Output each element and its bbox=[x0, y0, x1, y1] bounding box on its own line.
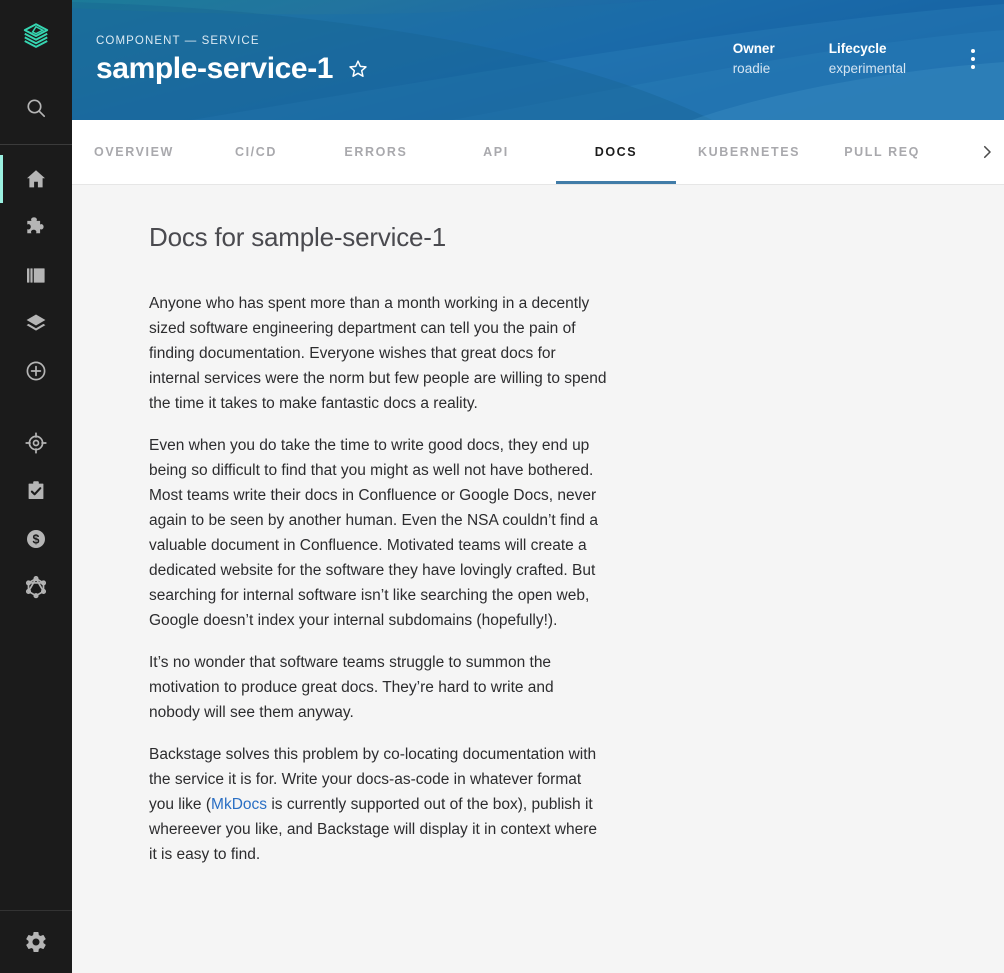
gear-icon bbox=[24, 930, 48, 954]
backstage-logo-icon bbox=[21, 21, 51, 51]
graphql-icon bbox=[24, 575, 48, 599]
backstage-logo[interactable] bbox=[0, 0, 72, 72]
plus-circle-icon bbox=[24, 359, 48, 383]
docs-title: Docs for sample-service-1 bbox=[149, 222, 446, 252]
tab-pull-requests[interactable] bbox=[822, 120, 942, 184]
tab-label: API bbox=[483, 145, 509, 159]
title-row bbox=[96, 53, 369, 85]
docs-paragraph: Even when you do take the time to write good docs, they end up being so difficult to find that you might as well not have bothered. Most teams write their docs in Confluence or Google Docs, never again to be seen by another human. Even the NSA couldn’t find a valuable document in Confluence. Motivated teams will create a dedicated website for the software they have lovingly crafted. But searching for internal software isn’t like searching the open web, Google doesn’t index your internal subdomains (hopefully!). bbox=[149, 437, 598, 629]
tab-label: KUBERNETES bbox=[697, 145, 801, 159]
sidebar-bottom-group bbox=[0, 910, 72, 973]
lifecycle-value: experimental bbox=[828, 61, 906, 76]
sidebar-item-tasks[interactable] bbox=[0, 467, 72, 515]
sidebar-item-create[interactable] bbox=[0, 347, 72, 395]
tab-overview[interactable] bbox=[72, 120, 196, 184]
sidebar-search-button[interactable] bbox=[0, 72, 72, 144]
owner-label: Owner bbox=[732, 41, 775, 57]
docs-content bbox=[72, 184, 1004, 973]
sidebar-spacer bbox=[0, 611, 72, 910]
docs-paragraph: It’s no wonder that software teams struggle to summon the motivation to produce great docs. They’re hard to write and nobody will see them anyway. bbox=[149, 654, 554, 721]
sidebar-item-cost-insights[interactable] bbox=[0, 515, 72, 563]
layers-icon bbox=[24, 311, 48, 335]
tab-scroll-right-button[interactable] bbox=[970, 120, 1004, 184]
sidebar-item-stack[interactable] bbox=[0, 299, 72, 347]
kebab-dot bbox=[971, 49, 975, 53]
kebab-dot bbox=[971, 57, 975, 61]
tab-cicd[interactable] bbox=[196, 120, 316, 184]
paragraph-text-before-link: Backstage solves this problem by co-locating documentation with the service it is for. Write your docs-as-code in whatever format you like ( bbox=[149, 746, 597, 813]
tab-docs[interactable] bbox=[556, 120, 676, 184]
docs-paragraph: Anyone who has spent more than a month working in a decently sized software engineering department can tell you the pain of finding documentation. Everyone wishes that great docs for internal services were the norm but few people are willing to spend the time it takes to make fantastic docs a reality. bbox=[149, 295, 607, 412]
header-right bbox=[733, 39, 986, 80]
sidebar-nav-group bbox=[0, 145, 72, 611]
star-outline-icon bbox=[347, 58, 369, 80]
breadcrumb: COMPONENT — SERVICE bbox=[96, 35, 260, 48]
entity-header bbox=[72, 0, 1004, 120]
page-title: sample-service-1 bbox=[96, 52, 334, 86]
puzzle-piece-icon bbox=[24, 215, 48, 239]
sidebar bbox=[0, 0, 72, 973]
sidebar-item-graphql[interactable] bbox=[0, 563, 72, 611]
tab-label: OVERVIEW bbox=[94, 145, 174, 159]
entity-tabbar bbox=[72, 120, 1004, 184]
header-field-owner bbox=[733, 39, 775, 78]
paragraph-text-after-link: is currently supported out of the box), publish it whereever you like, and Backstage will display it in context where it is easy to find. bbox=[149, 796, 598, 863]
chevron-right-icon bbox=[978, 143, 996, 161]
tab-kubernetes[interactable] bbox=[676, 120, 822, 184]
tab-list bbox=[72, 120, 970, 184]
tab-label: CI/CD bbox=[234, 145, 277, 159]
owner-value[interactable]: roadie bbox=[732, 61, 771, 76]
mkdocs-link[interactable]: MkDocs bbox=[211, 796, 268, 813]
main-column bbox=[72, 0, 1004, 973]
header-left bbox=[96, 35, 369, 85]
search-icon bbox=[24, 96, 48, 120]
header-field-lifecycle bbox=[829, 39, 906, 78]
tech-radar-icon bbox=[24, 431, 48, 455]
home-icon bbox=[24, 167, 48, 191]
sidebar-item-tech-radar[interactable] bbox=[0, 419, 72, 467]
tab-label: ERRORS bbox=[344, 145, 408, 159]
svg-text:$: $ bbox=[32, 532, 40, 547]
kebab-dot bbox=[971, 65, 975, 69]
tab-errors[interactable] bbox=[316, 120, 436, 184]
tab-label: DOCS bbox=[594, 145, 638, 159]
tab-api[interactable] bbox=[436, 120, 556, 184]
sidebar-item-home[interactable] bbox=[0, 155, 72, 203]
clipboard-check-icon bbox=[24, 479, 48, 503]
sidebar-item-docs[interactable] bbox=[0, 251, 72, 299]
sidebar-item-apis[interactable] bbox=[0, 203, 72, 251]
sidebar-item-settings[interactable] bbox=[0, 911, 72, 973]
tab-label: PULL REQ bbox=[844, 145, 920, 159]
techdocs-article bbox=[72, 222, 632, 867]
docs-library-icon bbox=[24, 263, 48, 287]
dollar-circle-icon bbox=[24, 527, 48, 551]
favorite-star-button[interactable] bbox=[347, 58, 369, 80]
lifecycle-label: Lifecycle bbox=[828, 41, 887, 57]
more-vert-icon[interactable] bbox=[960, 44, 986, 74]
docs-paragraph-with-link bbox=[149, 742, 607, 867]
header-content bbox=[72, 0, 1004, 120]
